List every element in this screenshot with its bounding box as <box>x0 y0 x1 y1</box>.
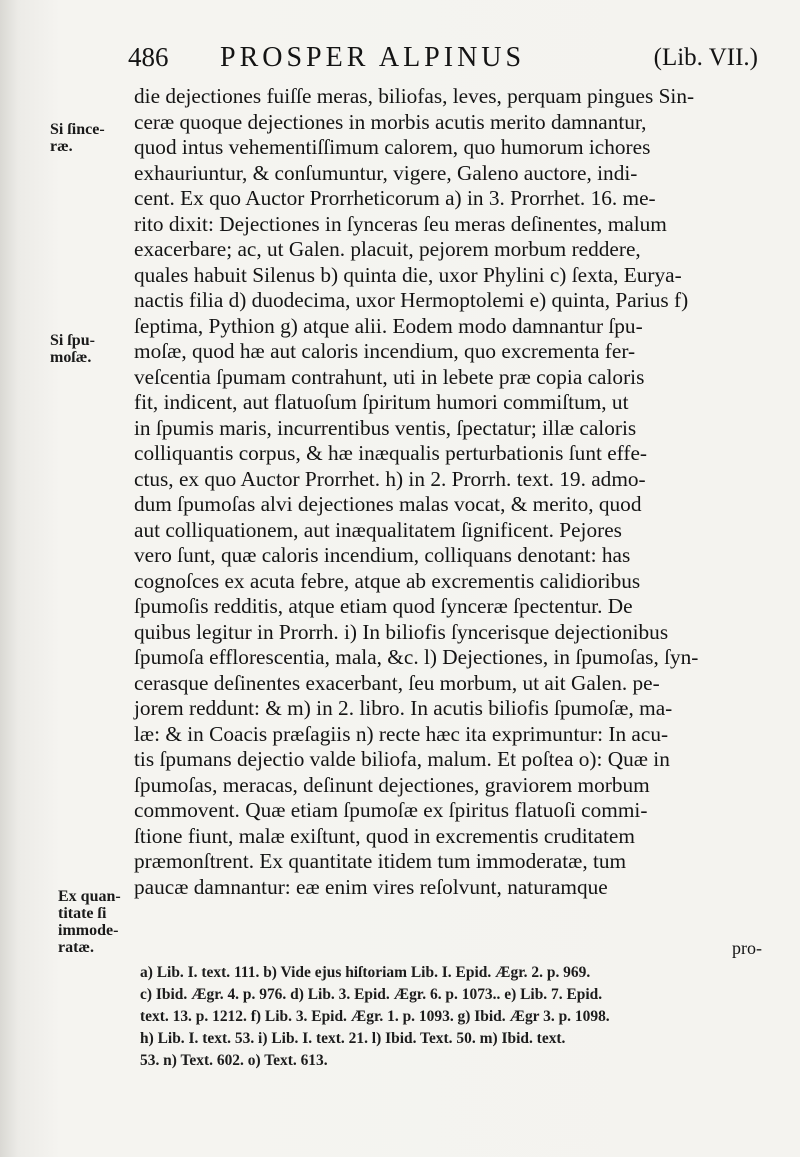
running-header <box>128 42 758 78</box>
footnote-line: h) Lib. I. text. 53. i) Lib. I. text. 21. l) Ibid. Text. 50. m) Ibid. text. <box>140 1030 566 1047</box>
text-line: rito dixit: Dejectiones in ſynceras ſeu meras deſinentes, malum <box>134 211 667 236</box>
text-line: ceræ quoque dejectiones in morbis acutis merito damnantur, <box>134 109 647 134</box>
text-line: exacerbare; ac, ut Galen. placuit, pejorem morbum reddere, <box>134 237 641 261</box>
text-line: ctus, ex quo Auctor Prorrhet. h) in 2. Prorrh. text. 19. admo- <box>134 466 646 491</box>
book-reference: (Lib. VII.) <box>653 44 758 71</box>
footnote-line: text. 13. p. 1212. f) Lib. 3. Epid. Ægr. 1. p. 1093. g) Ibid. Ægr 3. p. 1098. <box>140 1008 610 1025</box>
text-line: ſtione fiunt, malæ exiſtunt, quod in excrementis cruditatem <box>134 823 635 848</box>
catchword: pro- <box>732 938 762 958</box>
text-line: nactis filia d) duodecima, uxor Hermoptolemi e) quinta, Parius f) <box>134 288 689 312</box>
text-line: præmonſtrent. Ex quantitate itidem tum immoderatæ, tum <box>134 849 627 873</box>
text-line: exhauriuntur, & conſumuntur, vigere, Galeno auctore, indi- <box>134 160 638 185</box>
footnotes-block <box>140 962 770 1072</box>
text-line: cognoſces ex acuta febre, atque ab excrementis calidioribus <box>134 568 641 593</box>
page-number: 486 <box>128 42 169 72</box>
text-line: ſpumoſas, meracas, deſinunt dejectiones, graviorem morbum <box>134 772 650 797</box>
text-line: commovent. Quæ etiam ſpumoſæ ex ſpiritus flatuoſi commi- <box>134 798 648 822</box>
running-title: PROSPER ALPINUS <box>220 42 526 73</box>
footnote-line: a) Lib. I. text. 111. b) Vide ejus hiſtoriam Lib. I. Epid. Ægr. 2. p. 969. <box>140 964 591 981</box>
footnote-line: c) Ibid. Ægr. 4. p. 976. d) Lib. 3. Epid. Ægr. 6. p. 1073.. e) Lib. 7. Epid. <box>140 986 603 1003</box>
text-line: in ſpumis maris, incurrentibus ventis, ſpectatur; illæ caloris <box>134 415 637 440</box>
text-line: die dejectiones fuiſſe meras, biliofas, leves, perquam pingues Sin- <box>134 84 695 108</box>
text-line: quales habuit Silenus b) quinta die, uxor Phylini c) ſexta, Eurya- <box>134 262 682 287</box>
text-line: ſpumoſa efflorescentia, mala, &c. l) Dejectiones, in ſpumoſas, ſyn- <box>134 645 699 669</box>
footnote-line: 53. n) Text. 602. o) Text. 613. <box>140 1052 328 1069</box>
text-line: aut colliquationem, aut inæqualitatem ſignificent. Pejores <box>134 517 622 542</box>
margin-note-quantitate: Ex quan- titate ſi immode- ratæ. <box>58 888 121 956</box>
text-line: tis ſpumans dejectio valde biliofa, malum. Et poſtea o): Quæ in <box>134 747 670 771</box>
text-line: læ: & in Coacis præſagiis n) recte hæc ita exprimuntur: In acu- <box>134 721 669 746</box>
text-line: jorem reddunt: & m) in 2. libro. In acutis biliofis ſpumoſæ, ma- <box>134 696 673 720</box>
text-line: cerasque deſinentes exacerbant, ſeu morbum, ut ait Galen. pe- <box>134 670 660 695</box>
text-line: paucæ damnantur: eæ enim vires reſolvunt, naturamque <box>134 874 608 899</box>
text-line: colliquantis corpus, & hæ inæqualis perturbationis ſunt effe- <box>134 441 648 465</box>
text-line: ſpumoſis redditis, atque etiam quod ſynceræ ſpectentur. De <box>134 594 633 618</box>
text-line: veſcentia ſpumam contrahunt, uti in lebete præ copia caloris <box>134 364 645 389</box>
text-line: moſæ, quod hæ aut caloris incendium, quo excrementa fer- <box>134 339 636 363</box>
text-line: ſeptima, Pythion g) atque alii. Eodem modo damnantur ſpu- <box>134 313 643 338</box>
main-text-block <box>134 84 766 900</box>
text-line: cent. Ex quo Auctor Prorrheticorum a) in 3. Prorrhet. 16. me- <box>134 186 656 210</box>
text-line: quod intus vehementiſſimum calorem, quo humorum ichores <box>134 135 651 159</box>
text-line: fit, indicent, aut flatuoſum ſpiritum humori commiſtum, ut <box>134 390 629 414</box>
text-line: dum ſpumoſas alvi dejectiones malas vocat, & merito, quod <box>134 492 642 516</box>
text-line: vero ſunt, quæ caloris incendium, colliquans denotant: has <box>134 543 631 567</box>
margin-note-spumosae: Si ſpu- moſæ. <box>50 332 95 366</box>
text-line: quibus legitur in Prorrh. i) In biliofis ſyncerisque dejectionibus <box>134 619 669 644</box>
margin-note-sincerae: Si ſince- ræ. <box>50 121 105 155</box>
